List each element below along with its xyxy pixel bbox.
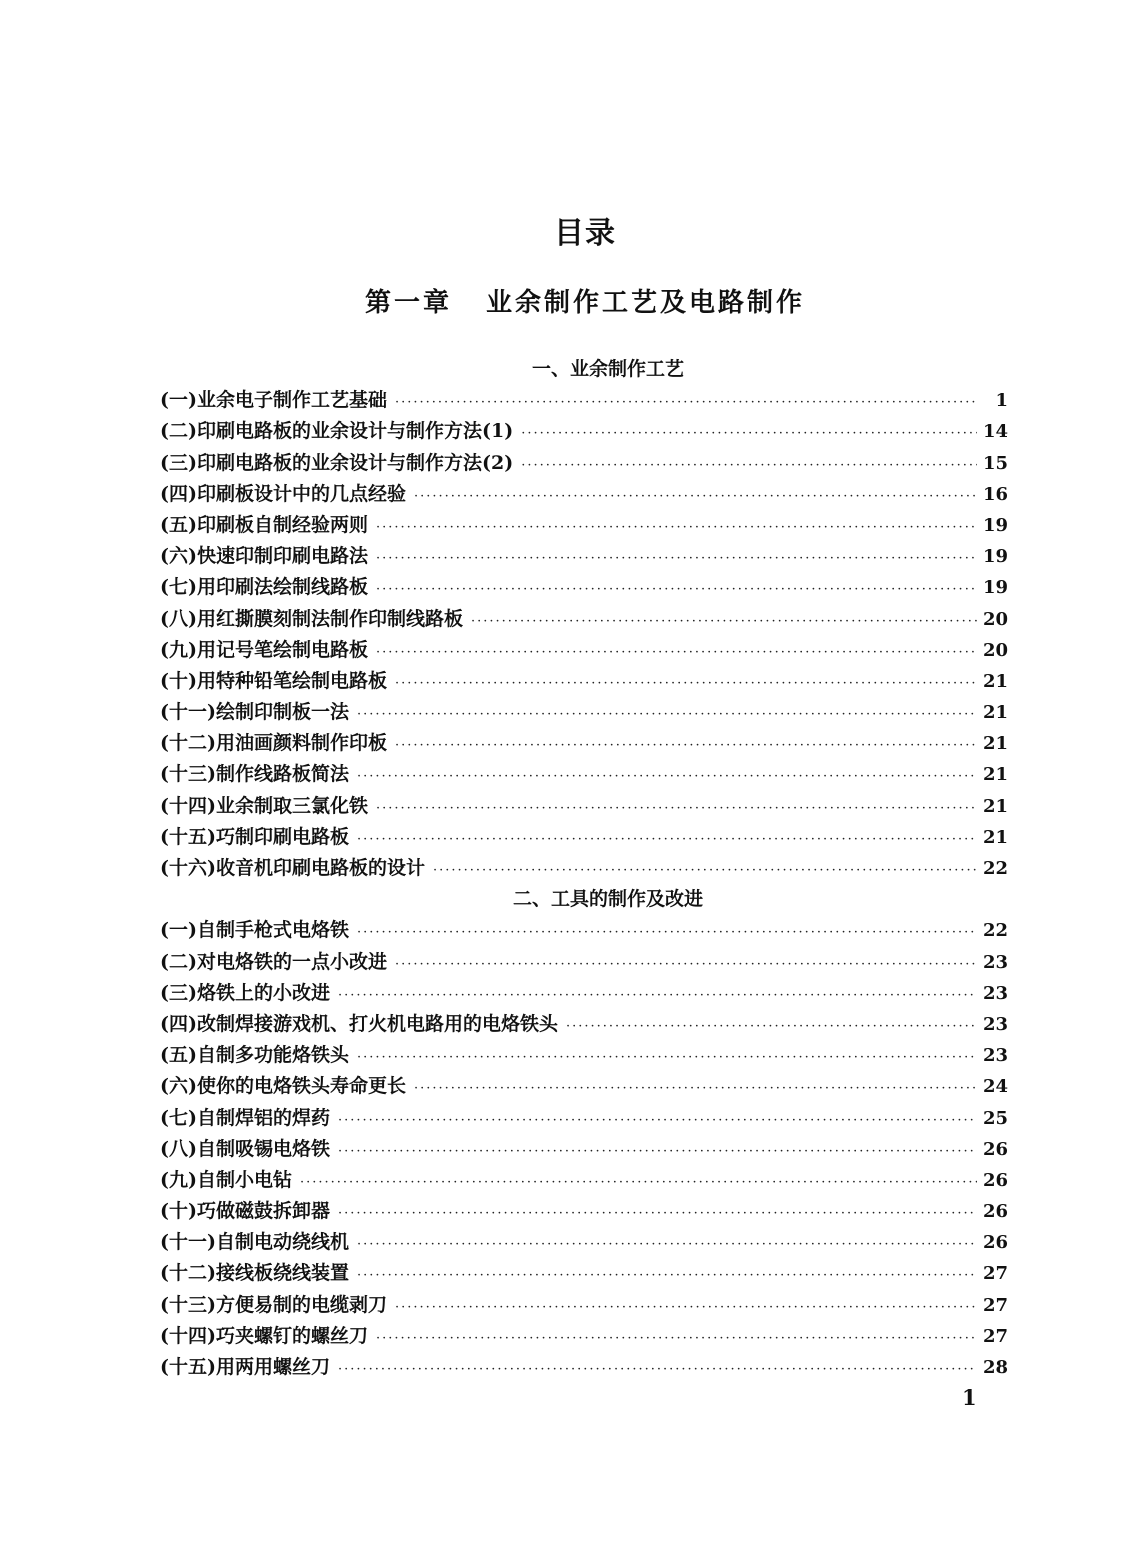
dot-leader [376,1323,977,1354]
toc-entry[interactable] [160,541,1008,572]
toc-entry[interactable] [160,1196,1008,1227]
toc-entry[interactable] [160,1290,1008,1321]
dot-leader [338,1198,977,1229]
toc-entry-title: (十一)绘制印制板一法 [160,701,349,724]
toc-entry-page: 26 [982,1201,1008,1223]
toc-entry-page: 19 [982,577,1008,599]
dot-leader [414,1073,977,1104]
toc-entry-title: (十二)用油画颜料制作印板 [160,732,387,755]
dot-leader [566,1011,977,1042]
toc-entry[interactable] [160,1009,1008,1040]
toc-entry-page: 15 [982,452,1008,474]
toc-entry[interactable] [160,572,1008,603]
toc-entry-title: (十)用特种铅笔绘制电路板 [160,669,387,692]
chapter-number: 第一章 [364,288,452,318]
toc-entry[interactable] [160,448,1008,479]
toc-entry-page: 19 [982,546,1008,568]
toc-entry-title: (一)自制手枪式电烙铁 [160,919,349,942]
toc-entry[interactable] [160,510,1008,541]
toc-entry[interactable] [160,385,1008,416]
dot-leader [357,1042,977,1073]
toc-entry-title: (六)快速印制印刷电路法 [160,545,368,568]
toc-entry-title: (五)印刷板自制经验两则 [160,513,368,536]
toc-entry-title: (十六)收音机印刷电路板的设计 [160,857,425,879]
dot-leader [357,824,977,855]
toc-entry-page: 23 [982,951,1008,973]
dot-leader [338,1354,977,1385]
toc-entry-title: (十四)业余制取三氯化铁 [160,794,368,817]
toc-entry-title: (十三)制作线路板简法 [160,763,349,786]
toc-entry-page: 21 [982,670,1008,692]
dot-leader [300,1167,977,1198]
dot-leader [521,450,977,481]
dot-leader [395,949,977,980]
toc-entry[interactable] [160,759,1008,790]
toc-entry-page: 22 [982,920,1008,942]
chapter-heading [0,282,1138,324]
toc-entry[interactable] [160,1352,1008,1383]
toc-entry-title: (九)自制小电钻 [160,1168,292,1191]
toc-entry[interactable] [160,728,1008,759]
dot-leader [357,917,977,948]
toc-entry[interactable] [160,1227,1008,1258]
toc-entry[interactable] [160,853,1008,884]
toc-entry-title: (十一)自制电动绕线机 [160,1231,349,1254]
toc-entry-page: 24 [982,1076,1008,1098]
table-of-contents [160,354,1008,1383]
toc-entry-title: (七)用印刷法绘制线路板 [160,576,368,599]
toc-entry-page: 27 [982,1263,1008,1285]
toc-entry-title: (一)业余电子制作工艺基础 [160,389,387,412]
toc-entry-page: 21 [982,702,1008,724]
toc-entry[interactable] [160,822,1008,853]
toc-entry[interactable] [160,1258,1008,1289]
toc-entry-title: (八)自制吸锡电烙铁 [160,1137,330,1160]
dot-leader [338,1136,977,1167]
dot-leader [357,1229,977,1260]
toc-entry[interactable] [160,791,1008,822]
toc-entry-title: (七)自制焊铝的焊药 [160,1106,330,1129]
dot-leader [338,1105,977,1136]
toc-entry-page: 19 [982,514,1008,536]
dot-leader [357,761,977,792]
toc-entry-page: 26 [982,1138,1008,1160]
toc-entry[interactable] [160,697,1008,728]
dot-leader [376,574,977,605]
toc-entry-page: 1 [995,390,1008,412]
toc-entry[interactable] [160,1071,1008,1102]
toc-entry-page: 28 [982,1357,1008,1378]
page-number: 1 [962,1385,977,1410]
toc-entry-page: 26 [982,1232,1008,1254]
toc-entry-page: 14 [982,421,1008,443]
toc-entry-page: 21 [982,795,1008,817]
toc-entry-title: (十五)巧制印刷电路板 [160,825,349,848]
toc-entry-title: (三)烙铁上的小改进 [160,981,330,1004]
toc-entry[interactable] [160,978,1008,1009]
toc-entry-title: (十三)方便易制的电缆剥刀 [160,1293,387,1316]
dot-leader [357,699,977,730]
dot-leader [521,418,977,449]
toc-entry-page: 26 [982,1169,1008,1191]
dot-leader [376,793,977,824]
toc-entry-page: 21 [982,733,1008,755]
toc-entry-page: 20 [982,608,1008,630]
toc-entry[interactable] [160,635,1008,666]
toc-entry-page: 23 [982,982,1008,1004]
toc-entry-page: 16 [982,483,1008,505]
dot-leader [338,980,977,1011]
toc-entry-title: (八)用红撕膜刻制法制作印制线路板 [160,607,463,630]
section-heading: 二、工具的制作及改进 [512,888,703,911]
dot-leader [376,543,977,574]
toc-entry-page: 20 [982,639,1008,661]
toc-entry-title: (五)自制多功能烙铁头 [160,1044,349,1067]
toc-entry-title: (六)使你的电烙铁头寿命更长 [160,1075,406,1098]
toc-entry-page: 21 [982,764,1008,786]
toc-entry-title: (九)用记号笔绘制电路板 [160,638,368,661]
dot-leader [395,1292,977,1323]
toc-entry-title: (十)巧做磁鼓拆卸器 [160,1200,330,1223]
toc-entry[interactable] [160,915,1008,946]
section-heading: 一、业余制作工艺 [531,358,684,380]
toc-entry-title: (四)改制焊接游戏机、打火机电路用的电烙铁头 [160,1012,558,1035]
dot-leader [414,481,977,512]
toc-entry-title: (十五)用两用螺丝刀 [160,1356,330,1378]
dot-leader [395,730,977,761]
toc-entry-page: 27 [982,1294,1008,1316]
toc-entry-page: 23 [982,1013,1008,1035]
dot-leader [395,668,977,699]
toc-entry[interactable] [160,416,1008,447]
toc-entry-title: (十四)巧夹螺钉的螺丝刀 [160,1324,368,1347]
dot-leader [471,606,977,637]
toc-entry[interactable] [160,1165,1008,1196]
chapter-title: 业余制作工艺及电路制作 [486,288,806,318]
toc-entry[interactable] [160,1103,1008,1134]
page-title: 目录 [554,216,616,251]
toc-entry[interactable] [160,947,1008,978]
toc-entry[interactable] [160,479,1008,510]
toc-entry-title: (二)对电烙铁的一点小改进 [160,950,387,973]
toc-entry-title: (三)印刷电路板的业余设计与制作方法(2) [160,451,514,474]
dot-leader [433,855,977,886]
toc-entry-page: 25 [982,1107,1008,1129]
toc-entry[interactable] [160,604,1008,635]
dot-leader [376,512,977,543]
toc-entry-page: 23 [982,1045,1008,1067]
toc-entry-title: (四)印刷板设计中的几点经验 [160,482,406,505]
toc-entry-title: (二)印刷电路板的业余设计与制作方法(1) [160,420,514,443]
dot-leader [395,387,978,418]
toc-entry-title: (十二)接线板绕线装置 [160,1262,349,1285]
toc-entry-page: 21 [982,826,1008,848]
toc-entry[interactable] [160,1321,1008,1352]
toc-entry-page: 22 [982,858,1008,879]
toc-entry[interactable] [160,1040,1008,1071]
dot-leader [376,637,977,668]
toc-entry[interactable] [160,1134,1008,1165]
dot-leader [357,1260,977,1291]
toc-entry[interactable] [160,666,1008,697]
toc-entry-page: 27 [982,1325,1008,1347]
